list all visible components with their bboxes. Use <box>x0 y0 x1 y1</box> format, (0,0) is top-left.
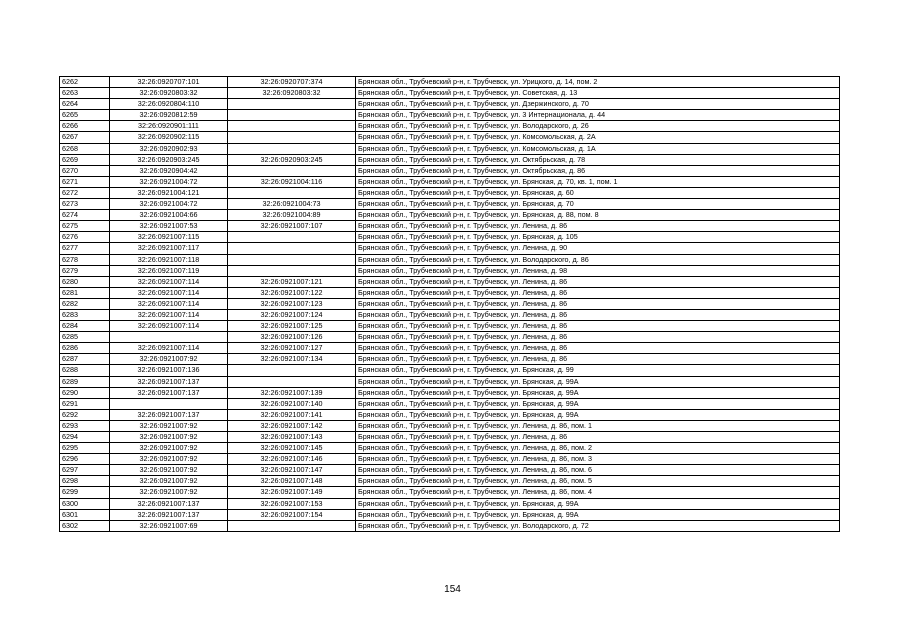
table-row <box>60 432 840 443</box>
table-row <box>60 265 840 276</box>
row-number-cell: 6292 <box>60 409 110 420</box>
object-cadastral-number-cell: 32:26:0921007:145 <box>228 443 356 454</box>
address-cell: Брянская обл., Трубчевский р-н, г. Трубчевск, ул. Урицкого, д. 14, пом. 2 <box>356 77 840 88</box>
table-row <box>60 420 840 431</box>
object-cadastral-number-cell: 32:26:0921007:149 <box>228 487 356 498</box>
land-cadastral-number-cell: 32:26:0921007:92 <box>110 420 228 431</box>
table-row <box>60 365 840 376</box>
address-cell: Брянская обл., Трубчевский р-н, г. Трубчевск, ул. Ленина, д. 86 <box>356 321 840 332</box>
row-number-cell: 6273 <box>60 199 110 210</box>
address-cell: Брянская обл., Трубчевский р-н, г. Трубчевск, ул. Володарского, д. 72 <box>356 520 840 531</box>
table-row <box>60 210 840 221</box>
land-cadastral-number-cell: 32:26:0920901:111 <box>110 121 228 132</box>
address-cell: Брянская обл., Трубчевский р-н, г. Трубчевск, ул. Ленина, д. 86 <box>356 332 840 343</box>
table-row <box>60 77 840 88</box>
table-row <box>60 187 840 198</box>
object-cadastral-number-cell: 32:26:0921007:139 <box>228 387 356 398</box>
table-row <box>60 321 840 332</box>
table-row <box>60 143 840 154</box>
address-cell: Брянская обл., Трубчевский р-н, г. Трубчевск, ул. Ленина, д. 86, пом. 5 <box>356 476 840 487</box>
row-number-cell: 6279 <box>60 265 110 276</box>
table-row <box>60 498 840 509</box>
land-cadastral-number-cell: 32:26:0921007:114 <box>110 343 228 354</box>
object-cadastral-number-cell: 32:26:0921007:147 <box>228 465 356 476</box>
address-cell: Брянская обл., Трубчевский р-н, г. Трубчевск, ул. Брянская, д. 88, пом. 8 <box>356 210 840 221</box>
address-cell: Брянская обл., Трубчевский р-н, г. Трубчевск, ул. Брянская, д. 60 <box>356 187 840 198</box>
object-cadastral-number-cell <box>228 365 356 376</box>
row-number-cell: 6282 <box>60 298 110 309</box>
object-cadastral-number-cell: 32:26:0920803:32 <box>228 88 356 99</box>
table-row <box>60 154 840 165</box>
address-cell: Брянская обл., Трубчевский р-н, г. Трубчевск, ул. Брянская, д. 105 <box>356 232 840 243</box>
object-cadastral-number-cell <box>228 232 356 243</box>
land-cadastral-number-cell: 32:26:0921007:69 <box>110 520 228 531</box>
land-cadastral-number-cell: 32:26:0921007:137 <box>110 376 228 387</box>
table-row <box>60 121 840 132</box>
row-number-cell: 6267 <box>60 132 110 143</box>
row-number-cell: 6301 <box>60 509 110 520</box>
object-cadastral-number-cell <box>228 265 356 276</box>
object-cadastral-number-cell <box>228 165 356 176</box>
land-cadastral-number-cell: 32:26:0921007:118 <box>110 254 228 265</box>
row-number-cell: 6300 <box>60 498 110 509</box>
address-cell: Брянская обл., Трубчевский р-н, г. Трубчевск, ул. Ленина, д. 86, пом. 6 <box>356 465 840 476</box>
table-row <box>60 287 840 298</box>
address-cell: Брянская обл., Трубчевский р-н, г. Трубчевск, ул. Октябрьская, д. 86 <box>356 165 840 176</box>
row-number-cell: 6277 <box>60 243 110 254</box>
table-row <box>60 221 840 232</box>
object-cadastral-number-cell: 32:26:0921007:121 <box>228 276 356 287</box>
table-row <box>60 254 840 265</box>
address-cell: Брянская обл., Трубчевский р-н, г. Трубчевск, ул. Брянская, д. 70, кв. 1, пом. 1 <box>356 176 840 187</box>
row-number-cell: 6294 <box>60 432 110 443</box>
land-cadastral-number-cell: 32:26:0920903:245 <box>110 154 228 165</box>
address-cell: Брянская обл., Трубчевский р-н, г. Трубчевск, ул. Советская, д. 13 <box>356 88 840 99</box>
object-cadastral-number-cell: 32:26:0921007:122 <box>228 287 356 298</box>
address-cell: Брянская обл., Трубчевский р-н, г. Трубчевск, ул. Брянская, д. 99А <box>356 498 840 509</box>
land-cadastral-number-cell: 32:26:0921007:137 <box>110 509 228 520</box>
land-cadastral-number-cell: 32:26:0920812:59 <box>110 110 228 121</box>
table-row <box>60 509 840 520</box>
address-cell: Брянская обл., Трубчевский р-н, г. Трубчевск, ул. Ленина, д. 86 <box>356 276 840 287</box>
row-number-cell: 6299 <box>60 487 110 498</box>
address-cell: Брянская обл., Трубчевский р-н, г. Трубчевск, ул. Ленина, д. 86 <box>356 287 840 298</box>
address-cell: Брянская обл., Трубчевский р-н, г. Трубчевск, ул. Брянская, д. 70 <box>356 199 840 210</box>
property-registry-table <box>59 76 840 532</box>
table-row <box>60 132 840 143</box>
row-number-cell: 6262 <box>60 77 110 88</box>
row-number-cell: 6278 <box>60 254 110 265</box>
address-cell: Брянская обл., Трубчевский р-н, г. Трубчевск, ул. Ленина, д. 86, пом. 3 <box>356 454 840 465</box>
row-number-cell: 6302 <box>60 520 110 531</box>
land-cadastral-number-cell: 32:26:0921007:117 <box>110 243 228 254</box>
object-cadastral-number-cell: 32:26:0921004:73 <box>228 199 356 210</box>
object-cadastral-number-cell: 32:26:0921007:107 <box>228 221 356 232</box>
object-cadastral-number-cell <box>228 110 356 121</box>
row-number-cell: 6271 <box>60 176 110 187</box>
row-number-cell: 6285 <box>60 332 110 343</box>
table-row <box>60 165 840 176</box>
land-cadastral-number-cell: 32:26:0920707:101 <box>110 77 228 88</box>
address-cell: Брянская обл., Трубчевский р-н, г. Трубчевск, ул. Ленина, д. 98 <box>356 265 840 276</box>
table-row <box>60 409 840 420</box>
table-row <box>60 99 840 110</box>
land-cadastral-number-cell: 32:26:0921007:119 <box>110 265 228 276</box>
address-cell: Брянская обл., Трубчевский р-н, г. Трубчевск, ул. Ленина, д. 86, пом. 2 <box>356 443 840 454</box>
object-cadastral-number-cell <box>228 121 356 132</box>
land-cadastral-number-cell: 32:26:0921007:137 <box>110 409 228 420</box>
land-cadastral-number-cell: 32:26:0921007:114 <box>110 276 228 287</box>
object-cadastral-number-cell: 32:26:0921007:142 <box>228 420 356 431</box>
row-number-cell: 6281 <box>60 287 110 298</box>
table-row <box>60 476 840 487</box>
land-cadastral-number-cell: 32:26:0920804:110 <box>110 99 228 110</box>
land-cadastral-number-cell: 32:26:0921004:72 <box>110 199 228 210</box>
object-cadastral-number-cell: 32:26:0921007:127 <box>228 343 356 354</box>
row-number-cell: 6288 <box>60 365 110 376</box>
object-cadastral-number-cell: 32:26:0921007:141 <box>228 409 356 420</box>
table-row <box>60 232 840 243</box>
object-cadastral-number-cell <box>228 99 356 110</box>
row-number-cell: 6276 <box>60 232 110 243</box>
land-cadastral-number-cell: 32:26:0920902:93 <box>110 143 228 154</box>
object-cadastral-number-cell <box>228 254 356 265</box>
address-cell: Брянская обл., Трубчевский р-н, г. Трубчевск, ул. Брянская, д. 99 <box>356 365 840 376</box>
row-number-cell: 6293 <box>60 420 110 431</box>
address-cell: Брянская обл., Трубчевский р-н, г. Трубчевск, ул. Комсомольская, д. 2А <box>356 132 840 143</box>
object-cadastral-number-cell: 32:26:0921007:148 <box>228 476 356 487</box>
land-cadastral-number-cell: 32:26:0921007:114 <box>110 287 228 298</box>
row-number-cell: 6297 <box>60 465 110 476</box>
land-cadastral-number-cell: 32:26:0921007:53 <box>110 221 228 232</box>
land-cadastral-number-cell: 32:26:0921007:92 <box>110 465 228 476</box>
object-cadastral-number-cell: 32:26:0921007:125 <box>228 321 356 332</box>
table-row <box>60 88 840 99</box>
object-cadastral-number-cell: 32:26:0920903:245 <box>228 154 356 165</box>
table-row <box>60 199 840 210</box>
table-row <box>60 176 840 187</box>
row-number-cell: 6291 <box>60 398 110 409</box>
land-cadastral-number-cell: 32:26:0920803:32 <box>110 88 228 99</box>
table-row <box>60 343 840 354</box>
land-cadastral-number-cell <box>110 332 228 343</box>
address-cell: Брянская обл., Трубчевский р-н, г. Трубчевск, ул. Брянская, д. 99А <box>356 376 840 387</box>
table-row <box>60 487 840 498</box>
address-cell: Брянская обл., Трубчевский р-н, г. Трубчевск, ул. Ленина, д. 86 <box>356 343 840 354</box>
land-cadastral-number-cell: 32:26:0921007:92 <box>110 454 228 465</box>
land-cadastral-number-cell: 32:26:0920902:115 <box>110 132 228 143</box>
row-number-cell: 6295 <box>60 443 110 454</box>
object-cadastral-number-cell: 32:26:0921007:126 <box>228 332 356 343</box>
row-number-cell: 6298 <box>60 476 110 487</box>
table-row <box>60 443 840 454</box>
address-cell: Брянская обл., Трубчевский р-н, г. Трубчевск, ул. Брянская, д. 99А <box>356 409 840 420</box>
table-row <box>60 465 840 476</box>
table-row <box>60 332 840 343</box>
page-number: 154 <box>444 584 461 595</box>
table-row <box>60 376 840 387</box>
row-number-cell: 6266 <box>60 121 110 132</box>
address-cell: Брянская обл., Трубчевский р-н, г. Трубчевск, ул. Ленина, д. 86 <box>356 354 840 365</box>
land-cadastral-number-cell: 32:26:0921004:66 <box>110 210 228 221</box>
object-cadastral-number-cell: 32:26:0921007:143 <box>228 432 356 443</box>
address-cell: Брянская обл., Трубчевский р-н, г. Трубчевск, ул. Брянская, д. 99А <box>356 398 840 409</box>
address-cell: Брянская обл., Трубчевский р-н, г. Трубчевск, ул. Ленина, д. 86 <box>356 309 840 320</box>
table-row <box>60 520 840 531</box>
row-number-cell: 6275 <box>60 221 110 232</box>
table-row <box>60 454 840 465</box>
object-cadastral-number-cell <box>228 376 356 387</box>
row-number-cell: 6269 <box>60 154 110 165</box>
object-cadastral-number-cell: 32:26:0921007:123 <box>228 298 356 309</box>
object-cadastral-number-cell: 32:26:0921007:124 <box>228 309 356 320</box>
row-number-cell: 6296 <box>60 454 110 465</box>
object-cadastral-number-cell <box>228 520 356 531</box>
row-number-cell: 6289 <box>60 376 110 387</box>
table-row <box>60 398 840 409</box>
land-cadastral-number-cell: 32:26:0921007:92 <box>110 432 228 443</box>
table-row <box>60 387 840 398</box>
land-cadastral-number-cell: 32:26:0921007:114 <box>110 321 228 332</box>
row-number-cell: 6265 <box>60 110 110 121</box>
object-cadastral-number-cell: 32:26:0921007:140 <box>228 398 356 409</box>
land-cadastral-number-cell: 32:26:0921007:92 <box>110 476 228 487</box>
table-row <box>60 309 840 320</box>
address-cell: Брянская обл., Трубчевский р-н, г. Трубчевск, ул. 3 Интернационала, д. 44 <box>356 110 840 121</box>
object-cadastral-number-cell: 32:26:0921007:153 <box>228 498 356 509</box>
address-cell: Брянская обл., Трубчевский р-н, г. Трубчевск, ул. Ленина, д. 90 <box>356 243 840 254</box>
object-cadastral-number-cell: 32:26:0921004:116 <box>228 176 356 187</box>
table-row <box>60 298 840 309</box>
land-cadastral-number-cell: 32:26:0921004:121 <box>110 187 228 198</box>
object-cadastral-number-cell <box>228 243 356 254</box>
land-cadastral-number-cell: 32:26:0921007:136 <box>110 365 228 376</box>
row-number-cell: 6283 <box>60 309 110 320</box>
object-cadastral-number-cell: 32:26:0920707:374 <box>228 77 356 88</box>
row-number-cell: 6280 <box>60 276 110 287</box>
table-row <box>60 354 840 365</box>
address-cell: Брянская обл., Трубчевский р-н, г. Трубчевск, ул. Ленина, д. 86, пом. 1 <box>356 420 840 431</box>
address-cell: Брянская обл., Трубчевский р-н, г. Трубчевск, ул. Володарского, д. 26 <box>356 121 840 132</box>
object-cadastral-number-cell <box>228 187 356 198</box>
row-number-cell: 6284 <box>60 321 110 332</box>
address-cell: Брянская обл., Трубчевский р-н, г. Трубчевск, ул. Володарского, д. 86 <box>356 254 840 265</box>
row-number-cell: 6290 <box>60 387 110 398</box>
object-cadastral-number-cell: 32:26:0921007:154 <box>228 509 356 520</box>
row-number-cell: 6274 <box>60 210 110 221</box>
object-cadastral-number-cell: 32:26:0921007:146 <box>228 454 356 465</box>
address-cell: Брянская обл., Трубчевский р-н, г. Трубчевск, ул. Ленина, д. 86 <box>356 432 840 443</box>
row-number-cell: 6286 <box>60 343 110 354</box>
object-cadastral-number-cell <box>228 132 356 143</box>
address-cell: Брянская обл., Трубчевский р-н, г. Трубчевск, ул. Ленина, д. 86 <box>356 221 840 232</box>
row-number-cell: 6272 <box>60 187 110 198</box>
address-cell: Брянская обл., Трубчевский р-н, г. Трубчевск, ул. Комсомольская, д. 1А <box>356 143 840 154</box>
table-row <box>60 110 840 121</box>
land-cadastral-number-cell: 32:26:0921007:92 <box>110 487 228 498</box>
row-number-cell: 6268 <box>60 143 110 154</box>
land-cadastral-number-cell: 32:26:0921007:114 <box>110 298 228 309</box>
address-cell: Брянская обл., Трубчевский р-н, г. Трубчевск, ул. Дзержинского, д. 70 <box>356 99 840 110</box>
table-row <box>60 243 840 254</box>
land-cadastral-number-cell: 32:26:0921004:72 <box>110 176 228 187</box>
address-cell: Брянская обл., Трубчевский р-н, г. Трубчевск, ул. Октябрьская, д. 78 <box>356 154 840 165</box>
address-cell: Брянская обл., Трубчевский р-н, г. Трубчевск, ул. Брянская, д. 99А <box>356 509 840 520</box>
object-cadastral-number-cell: 32:26:0921007:134 <box>228 354 356 365</box>
object-cadastral-number-cell: 32:26:0921004:89 <box>228 210 356 221</box>
row-number-cell: 6264 <box>60 99 110 110</box>
land-cadastral-number-cell: 32:26:0921007:92 <box>110 354 228 365</box>
land-cadastral-number-cell: 32:26:0921007:137 <box>110 387 228 398</box>
land-cadastral-number-cell: 32:26:0921007:115 <box>110 232 228 243</box>
row-number-cell: 6287 <box>60 354 110 365</box>
object-cadastral-number-cell <box>228 143 356 154</box>
table-row <box>60 276 840 287</box>
address-cell: Брянская обл., Трубчевский р-н, г. Трубчевск, ул. Ленина, д. 86 <box>356 298 840 309</box>
land-cadastral-number-cell: 32:26:0921007:114 <box>110 309 228 320</box>
land-cadastral-number-cell <box>110 398 228 409</box>
registry-table-body <box>60 77 840 532</box>
row-number-cell: 6270 <box>60 165 110 176</box>
row-number-cell: 6263 <box>60 88 110 99</box>
land-cadastral-number-cell: 32:26:0921007:137 <box>110 498 228 509</box>
address-cell: Брянская обл., Трубчевский р-н, г. Трубчевск, ул. Брянская, д. 99А <box>356 387 840 398</box>
address-cell: Брянская обл., Трубчевский р-н, г. Трубчевск, ул. Ленина, д. 86, пом. 4 <box>356 487 840 498</box>
land-cadastral-number-cell: 32:26:0921007:92 <box>110 443 228 454</box>
land-cadastral-number-cell: 32:26:0920904:42 <box>110 165 228 176</box>
